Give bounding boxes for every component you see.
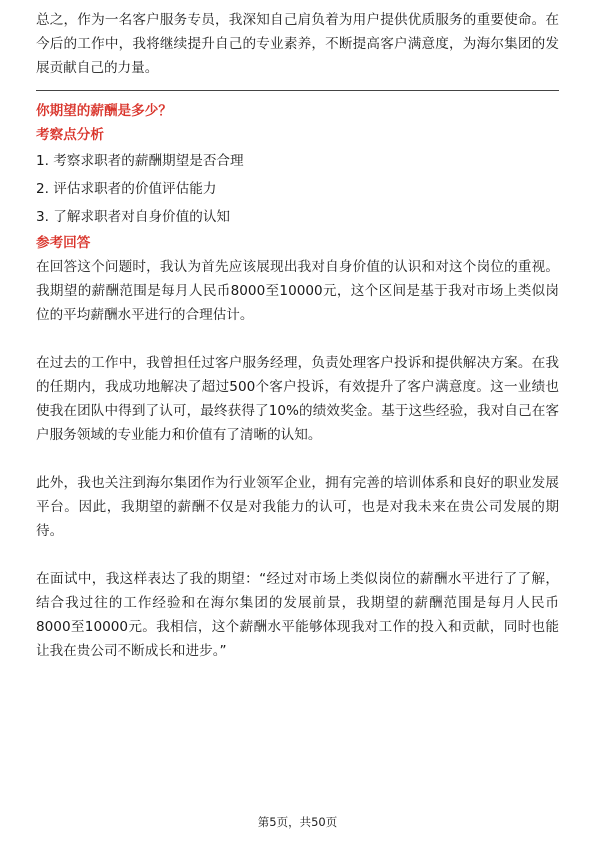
list-item: 1. 考察求职者的薪酬期望是否合理 [36,153,244,169]
answer-paragraph: 此外，我也关注到海尔集团作为行业领军企业，拥有完善的培训体系和良好的职业发展平台。因此，我期望的薪酬不仅是对我能力的认可，也是对我未来在贵公司发展的期待。 [36,475,559,539]
answer-paragraph: 在过去的工作中，我曾担任过客户服务经理，负责处理客户投诉和提供解决方案。在我的任期内，我成功地解决了超过500个客户投诉，有效提升了客户满意度。这一业绩也使我在团队中得到了认可，最终获得了10%的绩效奖金。基于这些经验，我对自己在客户服务领域的专业能力和价值有了清晰的认知。 [36,355,559,443]
intro-paragraph: 总之，作为一名客户服务专员，我深知自己肩负着为用户提供优质服务的重要使命。在今后的工作中，我将继续提升自己的专业素养，不断提高客户满意度，为海尔集团的发展贡献自己的力量。 [36,12,559,76]
answer-title: 参考回答 [36,235,91,251]
question-heading: 你期望的薪酬是多少？ [36,103,172,119]
section-divider [36,90,559,91]
list-item: 2. 评估求职者的价值评估能力 [36,181,217,197]
answer-paragraph: 在面试中，我这样表达了我的期望：“经过对市场上类似岗位的薪酬水平进行了了解，结合我过往的工作经验和在海尔集团的发展前景，我期望的薪酬范围是每月人民币8000至10000元。我相信，这个薪酬水平能够体现我对工作的投入和贡献，同时也能让我在贵公司不断成长和进步。” [36,571,559,659]
page-footer: 第5页，共50页 [257,815,338,829]
page-content [36,0,559,663]
analysis-list [36,147,559,231]
list-item: 3. 了解求职者对自身价值的认知 [36,209,231,225]
answer-body [36,255,559,663]
answer-paragraph: 在回答这个问题时，我认为首先应该展现出我对自身价值的认识和对这个岗位的重视。我期望的薪酬范围是每月人民币8000至10000元，这个区间是基于我对市场上类似岗位的平均薪酬水平进行的合理估计。 [36,259,559,323]
analysis-title: 考察点分析 [36,127,104,143]
